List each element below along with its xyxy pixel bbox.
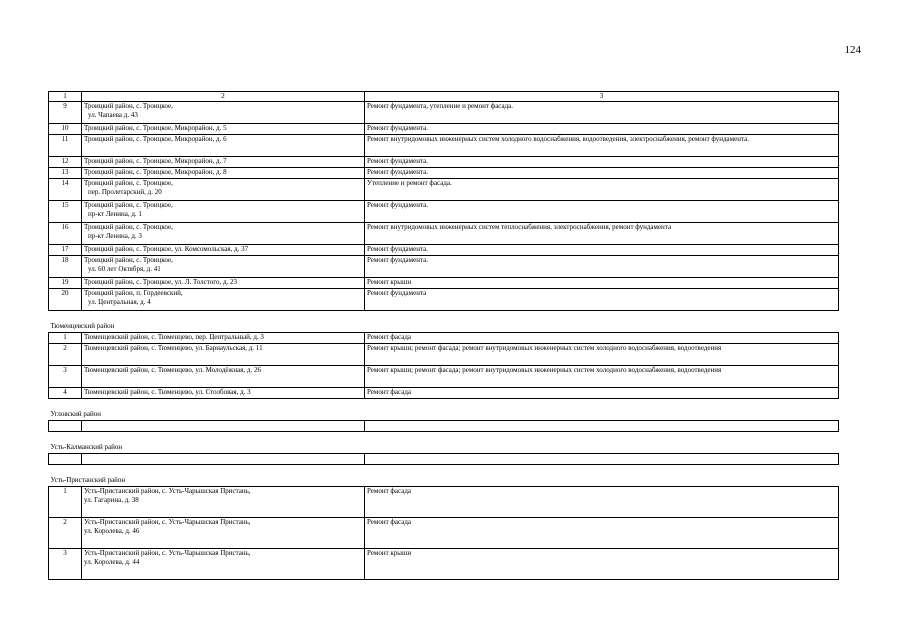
table-body (49, 92, 839, 580)
row-number: 1 (49, 333, 82, 344)
district-name: Угловский район (49, 399, 839, 421)
address-line: Троицкий район, с. Троицкое, ул. Комсомольская, д. 37 (84, 245, 249, 253)
row-number: 10 (49, 124, 82, 135)
row-number: 11 (49, 135, 82, 157)
address-cell (82, 223, 365, 245)
row-number: 13 (49, 168, 82, 179)
table-row (49, 344, 839, 366)
header-cell-3: 3 (365, 92, 839, 102)
table-row (49, 333, 839, 344)
work-description: Ремонт внутридомовых инженерных систем теплоснабжения, электроснабжения, ремонт фундамента (365, 223, 839, 245)
row-number: 4 (49, 388, 82, 399)
address-cell (82, 157, 365, 168)
work-description: Ремонт крыши (365, 278, 839, 289)
address-line: пер. Пролетарский, д. 20 (88, 188, 162, 196)
address-cell (82, 168, 365, 179)
address-cell (82, 289, 365, 311)
address-line: Усть-Пристанский район, с. Усть-Чарышская Пристань, (84, 518, 251, 526)
address-line: ул. 60 лет Октября, д. 41 (88, 265, 161, 273)
work-description (365, 454, 839, 465)
district-name: Тюменцевский район (49, 311, 839, 333)
row-number: 20 (49, 289, 82, 311)
work-description: Ремонт фундамента, утепление и ремонт фасада. (365, 102, 839, 124)
work-description: Ремонт фасада (365, 388, 839, 399)
row-number: 14 (49, 179, 82, 201)
address-line: Троицкий район, с. Троицкое, (84, 223, 173, 231)
table-row (49, 245, 839, 256)
address-line: Троицкий район, с. Троицкое, Микрорайон, д. 6 (84, 135, 227, 143)
address-line: ул. Гагарина, д. 38 (84, 496, 139, 504)
work-description: Ремонт крыши; ремонт фасада; ремонт внутридомовых инженерных систем холодного водоснабжения, водоотведения (365, 344, 839, 366)
row-number: 18 (49, 256, 82, 278)
work-description: Утепление и ремонт фасада. (365, 179, 839, 201)
address-line: Тюменцевский район, с. Тюменцево, ул. Молодёжная, д. 26 (84, 366, 261, 374)
table-row (49, 135, 839, 157)
work-description: Ремонт фундамента. (365, 124, 839, 135)
address-cell (82, 245, 365, 256)
table-row (49, 388, 839, 399)
address-line: Троицкий район, с. Троицкое, Микрорайон, д. 7 (84, 157, 227, 165)
address-line: Троицкий район, п. Гордеевский, (84, 289, 183, 297)
table-row (49, 168, 839, 179)
row-number: 2 (49, 344, 82, 366)
address-line: Усть-Пристанский район, с. Усть-Чарышская Пристань, (84, 549, 251, 557)
address-line: Тюменцевский район, с. Тюменцево, ул. Столбовая, д. 3 (84, 388, 251, 396)
work-description: Ремонт фундамента. (365, 168, 839, 179)
address-line: Троицкий район, с. Троицкое, ул. Л. Толстого, д. 23 (84, 278, 238, 286)
address-line: ул. Центральная, д. 4 (88, 298, 151, 306)
address-cell (82, 179, 365, 201)
table-row (49, 223, 839, 245)
address-line: ул. Королева, д. 44 (84, 558, 140, 566)
address-cell (82, 135, 365, 157)
row-number (49, 454, 82, 465)
address-line: пр-кт Ленина, д. 1 (88, 210, 142, 218)
address-cell (82, 201, 365, 223)
address-line: Троицкий район, с. Троицкое, (84, 179, 173, 187)
address-line: Троицкий район, с. Троицкое, Микрорайон, д. 5 (84, 124, 227, 132)
work-description: Ремонт крыши (365, 549, 839, 580)
address-line: ул. Чапаева д. 43 (88, 111, 138, 119)
row-number: 12 (49, 157, 82, 168)
address-cell (82, 549, 365, 580)
table-row (49, 278, 839, 289)
table-row (49, 421, 839, 432)
work-description: Ремонт фундамента (365, 289, 839, 311)
address-line: ул. Королева, д. 46 (84, 527, 140, 535)
row-number: 16 (49, 223, 82, 245)
address-cell (82, 388, 365, 399)
row-number: 15 (49, 201, 82, 223)
address-line: Троицкий район, с. Троицкое, (84, 102, 173, 110)
address-cell (82, 454, 365, 465)
row-number (49, 421, 82, 432)
work-description: Ремонт фасада (365, 487, 839, 518)
table-row (49, 454, 839, 465)
address-cell (82, 333, 365, 344)
district-row (49, 399, 839, 421)
address-cell (82, 421, 365, 432)
district-row (49, 465, 839, 487)
row-number: 9 (49, 102, 82, 124)
header-row (49, 92, 839, 102)
work-description: Ремонт фасада (365, 518, 839, 549)
work-description: Ремонт фасада (365, 333, 839, 344)
repair-table (48, 91, 839, 580)
row-number: 3 (49, 549, 82, 580)
table-row (49, 124, 839, 135)
address-line: Троицкий район, с. Троицкое, (84, 256, 173, 264)
district-row (49, 432, 839, 454)
address-cell (82, 278, 365, 289)
table-row (49, 366, 839, 388)
table-row (49, 549, 839, 580)
address-cell (82, 487, 365, 518)
table-row (49, 518, 839, 549)
table-row (49, 289, 839, 311)
address-cell (82, 102, 365, 124)
work-description: Ремонт фундамента. (365, 256, 839, 278)
table-row (49, 179, 839, 201)
district-name: Усть-Пристанский район (49, 465, 839, 487)
address-line: Тюменцевский район, с. Тюменцево, ул. Барнаульская, д. 11 (84, 344, 263, 352)
work-description: Ремонт крыши; ремонт фасада; ремонт внутридомовых инженерных систем холодного водоснабжения, водоотведения (365, 366, 839, 388)
header-cell-2: 2 (82, 92, 365, 102)
row-number: 19 (49, 278, 82, 289)
table-row (49, 487, 839, 518)
table-row (49, 256, 839, 278)
address-line: Усть-Пристанский район, с. Усть-Чарышская Пристань, (84, 487, 251, 495)
address-cell (82, 518, 365, 549)
address-cell (82, 256, 365, 278)
address-cell (82, 124, 365, 135)
work-description: Ремонт фундамента. (365, 201, 839, 223)
address-line: пр-кт Ленина, д. 3 (88, 232, 142, 240)
district-name: Усть-Калманский район (49, 432, 839, 454)
address-line: Тюменцевский район, с. Тюменцево, пер. Центральный, д. 3 (84, 333, 264, 341)
address-cell (82, 344, 365, 366)
address-line: Троицкий район, с. Троицкое, Микрорайон, д. 8 (84, 168, 227, 176)
work-description: Ремонт фундамента. (365, 245, 839, 256)
table-row (49, 102, 839, 124)
header-cell-1: 1 (49, 92, 82, 102)
address-line: Троицкий район, с. Троицкое, (84, 201, 173, 209)
row-number: 17 (49, 245, 82, 256)
table-row (49, 157, 839, 168)
row-number: 2 (49, 518, 82, 549)
work-description (365, 421, 839, 432)
page-number: 124 (844, 44, 861, 56)
district-row (49, 311, 839, 333)
table-row (49, 201, 839, 223)
work-description: Ремонт фундамента. (365, 157, 839, 168)
row-number: 1 (49, 487, 82, 518)
work-description: Ремонт внутридомовых инженерных систем холодного водоснабжения, водоотведения, электроснабжения, ремонт фундамента. (365, 135, 839, 157)
row-number: 3 (49, 366, 82, 388)
address-cell (82, 366, 365, 388)
